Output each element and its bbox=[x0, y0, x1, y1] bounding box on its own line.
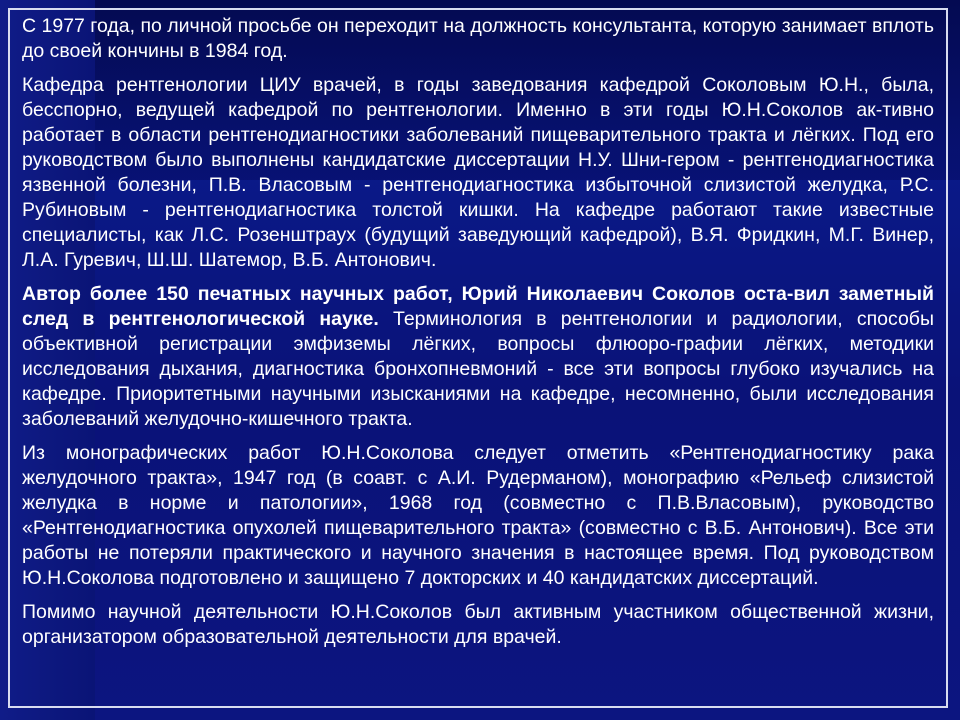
paragraph-monographs: Из монографических работ Ю.Н.Соколова следует отметить «Рентгенодиагностику рака желудочного тракта», 1947 год (в соавт. с А.И. Рудерманом), монографию «Рельеф слизистой желудка в норме и патологии», 1968 год (совместно с П.В.Власовым), руководство «Рентгенодиагностика опухолей пищеварительного тракта» (совместно с В.Б. Антонович). Все эти работы не потеряли практического и научного значения в настоящее время. Под руководством Ю.Н.Соколова подготовлено и защищено 7 докторских и 40 кандидатских диссертаций. bbox=[22, 442, 934, 589]
paragraph-public-life: Помимо научной деятельности Ю.Н.Соколов был активным участником общественной жизни, организатором образовательной деятельности для врачей. bbox=[22, 601, 934, 648]
paragraph-career: С 1977 года, по личной просьбе он переходит на должность консультанта, которую занимает вплоть до своей кончины в 1984 год. bbox=[22, 15, 934, 62]
paragraph-publications bbox=[22, 282, 934, 432]
paragraph-publications-lead: Автор более 150 печатных научных работ, Юрий Николаевич Соколов оста-вил заметный след в рентгенологической науке. bbox=[22, 283, 934, 330]
paragraph-publications-body: Терминология в рентгенологии и радиологии, способы объективной регистрации эмфиземы лёгких, вопросы флюоро-графии лёгких, методики исследования дыхания, диагностика бронхопневмоний - все эти вопросы глубоко изучались на кафедре. Приоритетными научными изысканиями на кафедре, несомненно, были исследования заболеваний желудочно-кишечного тракта. bbox=[22, 308, 934, 430]
paragraph-department: Кафедра рентгенологии ЦИУ врачей, в годы заведования кафедрой Соколовым Ю.Н., была, бесспорно, ведущей кафедрой по рентгенологии. Именно в эти годы Ю.Н.Соколов ак-тивно работает в области рентгенодиагностики заболеваний пищеварительного тракта и лёгких. Под его руководством было выполнены кандидатские диссертации Н.У. Шни-гером - рентгенодиагностика язвенной болезни, П.В. Власовым - рентгенодиагностика избыточной слизистой желудка, Р.С. Рубиновым - рентгенодиагностика толстой кишки. На кафедре работают такие известные специалисты, как Л.С. Розенштраух (будущий заведующий кафедрой), В.Я. Фридкин, М.Г. Винер, Л.А. Гуревич, Ш.Ш. Шатемор, В.Б. Антонович. bbox=[22, 74, 934, 271]
slide-content bbox=[22, 14, 934, 659]
